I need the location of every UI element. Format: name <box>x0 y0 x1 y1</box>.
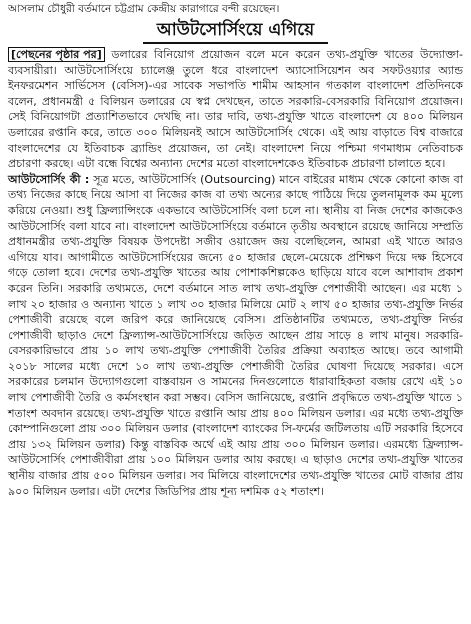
section-subhead: আউটসোর্সিং কী : <box>8 172 90 186</box>
paragraph-1-text: ডলারের বিনিয়োগ প্রয়োজন বলে মনে করেন তথ্য-প্রযুক্তি খাতের উদ্যোক্তা-ব্যবসায়ীরা। আউটসোর্সিংয়ে চ্যালেঞ্জ তুলে ধরে বাংলাদেশ অ্যাসোসিয়েশন অব সফটওয়্যার অ্যান্ড ইনফরমেশন সার্ভিসেস (বেসিস)-এর সাবেক সভাপতি শামীম আহসান গতকাল বাংলাদেশ প্রতিদিনকে বলেন, প্রধানমন্ত্রী ৫ বিলিয়ন ডলারের যে স্বপ্ন দেখছেন, তাতে সরকারি-বেসরকারি বিনিয়োগ প্রয়োজন। সেই বিনিয়োগটা প্রত্যাশিতভাবে দেখছি না। তার দাবি, তথ্য-প্রযুক্তি খাতে বাংলাদেশ যে ৪০০ মিলিয়ন ডলারের রপ্তানি করে, তাতে ৩০০ মিলিয়নই আসে আউটসোর্সিং থেকে। এই আয় বাড়াতে বিশ্ব বাজারে বাংলাদেশের যে ইতিবাচক ব্র্যান্ডিং প্রয়োজন, তা নেই। বাংলাদেশ নিয়ে পশ্চিমা গণমাধ্যম নেতিবাচক প্রচারণা করছে। এটা বন্ধে বিশ্বের অন্যান্য দেশের মতো বাংলাদেশকেও ইতিবাচক প্রচারণা চালাতে হবে। <box>8 48 464 171</box>
article-body <box>8 47 463 499</box>
article-paragraph-2 <box>8 172 463 499</box>
continued-from-tag: [পেছনের পৃষ্ঠার পর] <box>8 47 105 62</box>
headline-container <box>8 19 463 44</box>
paragraph-2-text: সূত্র মতে, আউটসোর্সিং (Outsourcing) মানে বাইরের মাধ্যম থেকে কোনো কাজ বা তথ্য নিজের কাছে নিয়ে আসা বা নিজের কাজ বা তথ্য অন্যের কাছে পাঠিয়ে দিয়ে তুলনামূলক কম মূল্যে করিয়ে নেওয়া। শুধু ফ্রিল্যান্সিংকে একভাবে আউটসোর্সিং বলা চলে না। স্থানীয় বা নিজ দেশের কাজকেও আউটসোর্সিং বলা যাবে না। বাংলাদেশ আউটসোর্সিংয়ে বর্তমানে তৃতীয় অবস্থানে রয়েছে জানিয়ে সম্প্রতি প্রধানমন্ত্রীর তথ্য-প্রযুক্তি বিষয়ক উপদেষ্টা সজীব ওয়াজেদ জয় বলেছিলেন, আমরা এই খাতে আরও এগিয়ে যাব। আগামীতে আউটসোর্সিংয়ের জন্যে ৫০ হাজার ছেলে-মেয়েকে প্রশিক্ষণ দিয়ে দক্ষ হিসেবে গড়ে তোলা হবে। দেশের তথ্য-প্রযুক্তি খাতের আয় পোশাকশিল্পকেও ছাড়িয়ে যাবে বলে আশাবাদ প্রকাশ করেন তিনি। সরকারি তথ্যমতে, দেশে বর্তমানে সাত লাখ তথ্য-প্রযুক্তি পেশাজীবী আছেন। এর মধ্যে ১ লাখ ২০ হাজার ও অন্যান্য খাতে ১ লাখ ৩০ হাজার মিলিয়ে মোট ২ লাখ ৫০ হাজার তথ্য-প্রযুক্তি নির্ভর পেশাজীবী রয়েছে বলে জরিপ করে জানিয়েছে বেসিস। প্রতিষ্ঠানটির তথ্যমতে, তথ্য-প্রযুক্তি নির্ভর পেশাজীবী ছাড়াও দেশে ফ্রিল্যান্স-আউটসোর্সিংয়ে জড়িত আছেন প্রায় সাড়ে ৪ লাখ মানুষ। সরকারি-বেসরকারিভাবে প্রায় ১০ লাখ তথ্য-প্রযুক্তি পেশাজীবী তৈরির প্রক্রিয়া অব্যাহত আছে। তবে আগামী ২০১৮ সালের মধ্যে দেশে ১০ লাখ তথ্য-প্রযুক্তি পেশাজীবী তৈরির ঘোষণা দিয়েছে সরকার। এসে সরকারের চলমান উদ্যোগগুলো বাস্তবায়ন ও সামনের দিনগুলোতে ধারাবাহিকতা বজায় রেখে এই ১০ লাখ পেশাজীবী তৈরি ও কর্মসংস্থান করা সম্ভব। বেসিস জানিয়েছে, রপ্তানি প্রবৃদ্ধিতে তথ্য-প্রযুক্তি খাতে ১ শতাংশ অবদান রয়েছে। তথ্য-প্রযুক্তি খাতে রপ্তানি আয় প্রায় ৪০০ মিলিয়ন ডলার। এর মধ্যে তথ্য-প্রযুক্তি কোম্পানিগুলো প্রায় ৩০০ মিলিয়ন ডলার (বাংলাদেশ ব্যাংকের সি-ফর্মের জটিলতায় এটি সরকারি হিসেবে প্রায় ১৩২ মিলিয়ন ডলার) কিন্তু বাস্তবিক অর্থে এই আয় প্রায় ৩০০ মিলিয়ন ডলার। এরমধ্যে ফ্রিল্যান্স-আউটসোর্সিং পেশাজীবীরা প্রায় ১০০ মিলিয়ন ডলার আয় করছে। এ ছাড়াও দেশের তথ্য-প্রযুক্তি খাতের স্থানীয় বাজার প্রায় ৫০০ মিলিয়ন ডলার। সব মিলিয়ে বাংলাদেশের তথ্য-প্রযুক্তি খাতের মোট বাজার প্রায় ৯০০ মিলিয়ন ডলার। এটা দেশের জিডিপির প্রায় শূন্য দশমিক ৫২ শতাংশ। <box>8 172 463 498</box>
article-paragraph-1 <box>8 47 463 172</box>
article-headline: আউটসোর্সিংয়ে এগিয়ে <box>143 19 328 44</box>
previous-story-tail: আসলাম চৌধুরী বর্তমানে চট্টগ্রাম কেন্দ্রীয় কারাগারে বন্দী রয়েছেন। <box>8 3 280 15</box>
